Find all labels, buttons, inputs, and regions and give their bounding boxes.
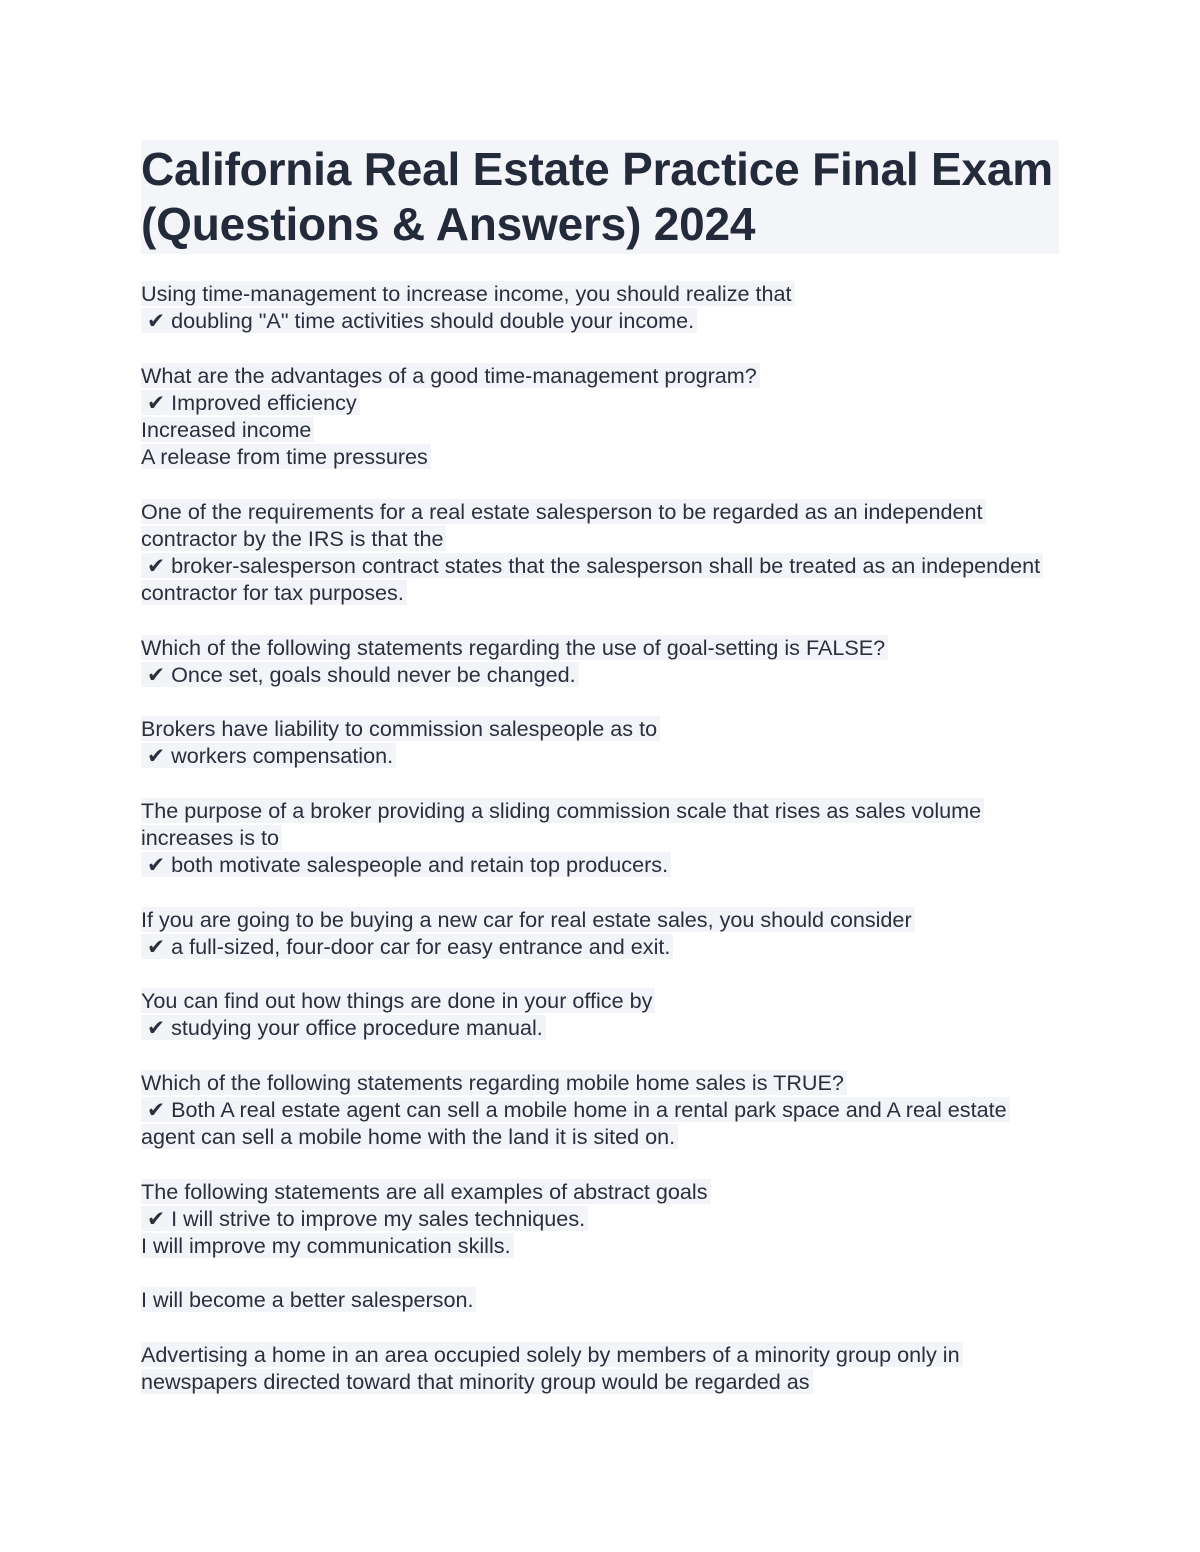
qa-item — [141, 906, 1059, 960]
checkmark-icon: ✔ — [147, 743, 166, 769]
answer-label: Improved efficiency — [171, 389, 357, 415]
answer-label: studying your office procedure manual. — [171, 1015, 543, 1041]
question-text-span: You can find out how things are done in your office by — [141, 988, 655, 1013]
checkmark-icon: ✔ — [147, 553, 166, 578]
question-text — [141, 498, 1059, 552]
document-page — [141, 140, 1059, 1422]
answer-span — [141, 308, 697, 333]
answer-continuation — [141, 443, 1059, 470]
question-text-span: Using time-management to increase income, you should realize that — [141, 281, 795, 306]
answer-span — [141, 1015, 546, 1040]
question-text-span: Which of the following statements regarding the use of goal-setting is FALSE? — [141, 635, 888, 660]
answer-text — [141, 742, 1059, 769]
answer-span — [141, 390, 360, 415]
qa-item — [141, 498, 1059, 607]
qa-list — [141, 280, 1059, 1395]
answer-label: broker-salesperson contract states that the salesperson shall be treated as an independent contractor for tax purposes. — [141, 553, 1041, 606]
answer-text — [141, 661, 1059, 688]
answer-span — [141, 852, 671, 877]
answer-label: a full-sized, four-door car for easy entrance and exit. — [171, 933, 671, 959]
answer-continuation-text: A release from time pressures — [141, 444, 431, 469]
checkmark-icon: ✔ — [147, 933, 166, 959]
question-text — [141, 1178, 1059, 1205]
question-text-span: One of the requirements for a real estate salesperson to be regarded as an independent contractor by the IRS is that the — [141, 499, 986, 551]
qa-item — [141, 1178, 1059, 1314]
answer-span — [141, 743, 396, 768]
question-text — [141, 906, 1059, 933]
answer-continuation-text: I will improve my communication skills. — [141, 1233, 514, 1258]
checkmark-icon: ✔ — [147, 308, 166, 334]
question-text-span: Advertising a home in an area occupied solely by members of a minority group only in newspapers directed toward that minority group would be regarded as — [141, 1342, 963, 1394]
answer-span — [141, 553, 1043, 605]
checkmark-icon: ✔ — [147, 852, 166, 878]
question-text-span: Brokers have liability to commission salespeople as to — [141, 716, 660, 741]
answer-text — [141, 1014, 1059, 1041]
answer-text — [141, 552, 1059, 606]
question-text — [141, 362, 1059, 389]
answer-continuation-text: I will become a better salesperson. — [141, 1287, 476, 1312]
qa-item — [141, 362, 1059, 471]
answer-text — [141, 307, 1059, 334]
qa-item — [141, 715, 1059, 769]
question-text — [141, 1069, 1059, 1096]
question-text — [141, 280, 1059, 307]
answer-label: doubling "A" time activities should double your income. — [171, 308, 695, 334]
title-block — [141, 140, 1059, 254]
qa-item — [141, 1341, 1059, 1395]
answer-text — [141, 851, 1059, 878]
answer-text — [141, 1096, 1059, 1150]
blank-line — [141, 1259, 1059, 1286]
answer-label: Once set, goals should never be changed. — [171, 661, 576, 687]
answer-continuation-text: Increased income — [141, 417, 314, 442]
answer-label: both motivate salespeople and retain top producers. — [171, 852, 669, 878]
question-text — [141, 634, 1059, 661]
question-text — [141, 987, 1059, 1014]
answer-continuation — [141, 416, 1059, 443]
checkmark-icon: ✔ — [147, 389, 166, 415]
checkmark-icon: ✔ — [147, 1205, 166, 1231]
answer-continuation — [141, 1232, 1059, 1259]
answer-continuation — [141, 1286, 1059, 1313]
answer-label: Both A real estate agent can sell a mobile home in a rental park space and A real estate agent can sell a mobile home with the land it is sited on. — [141, 1096, 1007, 1150]
document-title: California Real Estate Practice Final Exam (Questions & Answers) 2024 — [141, 143, 1053, 250]
question-text-span: The following statements are all examples of abstract goals — [141, 1179, 711, 1204]
answer-text — [141, 389, 1059, 416]
qa-item — [141, 280, 1059, 334]
question-text-span: If you are going to be buying a new car for real estate sales, you should consider — [141, 907, 915, 932]
checkmark-icon: ✔ — [147, 1096, 166, 1122]
question-text — [141, 1341, 1059, 1395]
qa-item — [141, 797, 1059, 879]
answer-span — [141, 1206, 588, 1231]
answer-span — [141, 934, 673, 959]
checkmark-icon: ✔ — [147, 661, 166, 687]
question-text-span: The purpose of a broker providing a sliding commission scale that rises as sales volume increases is to — [141, 798, 984, 850]
answer-label: I will strive to improve my sales techniques. — [171, 1205, 586, 1231]
qa-item — [141, 987, 1059, 1041]
question-text — [141, 715, 1059, 742]
checkmark-icon: ✔ — [147, 1015, 166, 1041]
answer-text — [141, 1205, 1059, 1232]
question-text — [141, 797, 1059, 851]
answer-span — [141, 662, 579, 687]
qa-item — [141, 634, 1059, 688]
question-text-span: Which of the following statements regarding mobile home sales is TRUE? — [141, 1070, 847, 1095]
answer-span — [141, 1097, 1010, 1149]
qa-item — [141, 1069, 1059, 1151]
answer-label: workers compensation. — [171, 743, 394, 769]
answer-text — [141, 933, 1059, 960]
question-text-span: What are the advantages of a good time-management program? — [141, 363, 760, 388]
